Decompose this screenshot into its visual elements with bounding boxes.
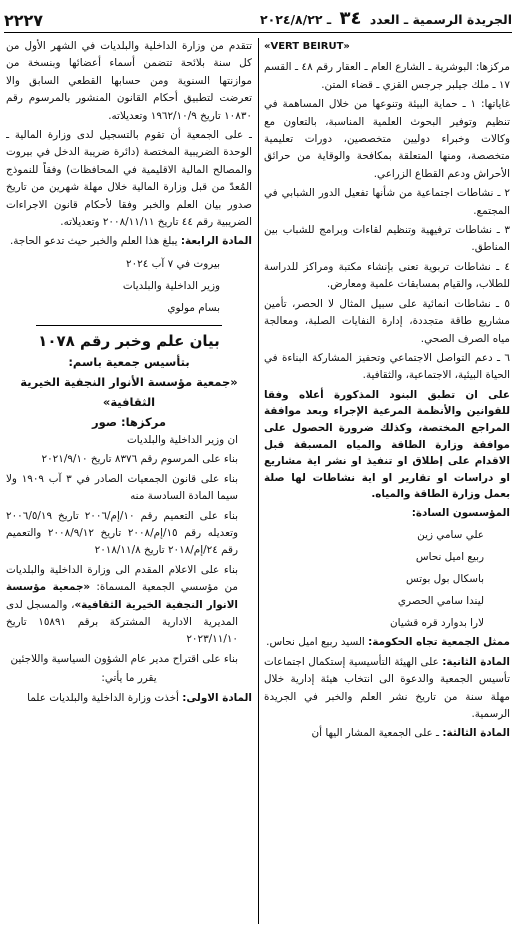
column-divider — [258, 38, 259, 924]
signature-date: بيروت في ٧ آب ٢٠٢٤ — [126, 257, 220, 270]
tax-registration-clause: ـ على الجمعية أن تقوم بالتسجيل لدى وزارة المالية ـ الوحدة الضريبية المختصة (دائرة ضريبة الدخل في بيروت والمصالح المالية الاقليمية في المحافظات) وفقاً للنموذج المُعدّ من قبل وزارة المالية خلال مهلة شهرين من تاريخ صدور بيان العلم والخبر وفقا لأحكام قانون الاجراءات الضريبية رقم ٤٤ تاريخ ٢٠٠٨/١١/١١ وتعديلاته. — [6, 129, 252, 229]
signature-block — [6, 253, 252, 319]
decision-line: يقرر ما يأتي: — [101, 672, 157, 685]
issue-date: ـ ٢٠٢٤/٨/٢٢ — [259, 12, 332, 27]
based-on-circulars: بناء على التعميم رقم ١٠/إم/٢٠٠٦ تاريخ ٢٠٠٦/٥/١٩ وتعديله رقم ١٥/إم/٢٠٠٨ تاريخ ٢٠٠٨/٩/١٢ والتعميم رقم ٢٤/إم/٢٠١٨ تاريخ ٢٠١٨/١١/٨ — [6, 509, 239, 557]
founders-label: المؤسسون السادة: — [411, 506, 510, 519]
notice-subtitle: بتأسيس جمعية باسم: — [68, 354, 190, 369]
article-1 — [6, 690, 252, 707]
founder-name: ربيع اميل نحاس — [415, 551, 484, 564]
page-number: ٢٢٢٧ — [4, 11, 44, 30]
notification-registration: ، والمسجل لدى المديرية الادارية المشتركة برقم ١٥٨٩١ تاريخ ٢٠٢٣/١١/١٠ — [6, 598, 238, 646]
association-hq: مركزها: البوشرية ـ الشارع العام ـ العقار رقم ٤٨ ـ القسم ١٧ ـ ملك جيلبر جرجس القزي ـ قضاء المتن. — [264, 61, 510, 91]
founders-list — [264, 524, 510, 634]
association-name: «جمعية مؤسسة الأنوار النجفية الخيرية الثقافية» — [20, 374, 238, 409]
article-4 — [6, 233, 252, 250]
goal-1: غاياتها: ١ ـ حماية البيئة وتنوعها من خلال المساهمة في تنظيم وتوفير البحوث العلمية المناسبة، بالتعاون مع وكالات وخبراء دوليين متخصصين، دورات تعليمية متخصصة، ومنها المتعلقة بمكافحة والوقاية من حرائق الأحراش ودعم القطاع الزراعي. — [264, 98, 510, 180]
notification-association-name: «جمعية مؤسسة الانوار النجفية الخيرية الثقافية» — [6, 581, 238, 611]
article-3-continued: تتقدم من وزارة الداخلية والبلديات في الشهر الأول من كل سنة بلائحة تتضمن أسماء أعضائها وبنسخة من موازنتها السنوية ومن حسابها القطعي السابق والا تعرضت لتطبيق أحكام القانون المنشور بالمرسوم رقم ١٠٨٣٠ تاريخ ١٩٦٢/١٠/٩ وتعديلاته. — [6, 40, 252, 122]
based-on-law: بناء على قانون الجمعيات الصادر في ٣ آب ١٩٠٩ ولا سيما المادة السادسة منه — [6, 472, 238, 503]
founder-name: ليندا سامي الحصري — [397, 595, 484, 608]
based-on-notification — [6, 562, 252, 649]
representative-name: السيد ربيع اميل نحاس. — [266, 636, 365, 649]
goal-4: ٤ ـ نشاطات تربوية تعنى بإنشاء مكتبة ومراكز للدراسة للطلاب، والقيام بمسابقات علمية ومعارض. — [264, 260, 510, 291]
left-column — [6, 38, 252, 926]
based-on-decree: بناء على المرسوم رقم ٨٣٧٦ تاريخ ٢٠٢١/٩/١٠ — [41, 453, 238, 466]
article-1-label: المادة الاولى: — [182, 691, 252, 704]
signature-name: بسام مولوي — [167, 301, 220, 314]
article-1-text: أخذت وزارة الداخلية والبلديات علما — [27, 691, 179, 704]
hq-value: صور — [92, 414, 117, 429]
article-4-text: يبلغ هذا العلم والخبر حيث تدعو الحاجة. — [9, 235, 178, 248]
article-3-text: ـ على الجمعية المشار اليها أن — [311, 727, 440, 740]
article-3-label: المادة الثالثة: — [442, 727, 510, 740]
representative-label: ممثل الجمعية تجاه الحكومة: — [368, 636, 510, 649]
signature-title: وزير الداخلية والبلديات — [122, 279, 220, 292]
gazette-title — [260, 8, 512, 32]
founder-name: باسكال بول بوتس — [405, 573, 484, 586]
issue-number: ٣٤ — [339, 8, 362, 29]
goal-2: ٢ ـ نشاطات اجتماعية من شأنها تفعيل الدور الشبابي في المجتمع. — [264, 187, 510, 217]
article-4-label: المادة الرابعة: — [180, 235, 252, 248]
energy-ministry-notice: على ان تطبق البنود المذكورة أعلاه وفقا للقوانين والأنظمة المرعية الإجراء وبعد موافقة المراجع المختصة، وكذلك ضرورة الحصول على موافقة وزارة الطاقة والمياه المسبقة قبل الاقدام على إطلاق او تنفيذ او نشر اية مشاريع او دراسات او تقارير او اية نشاطات لها صلة بعمل وزارة الطاقة والمياه. — [264, 388, 510, 501]
article-3 — [264, 725, 510, 742]
article-2 — [264, 654, 510, 724]
article-2-text: على الهيئة التأسيسية إستكمال اجتماعات تأسيس الجمعية والدعوة الى انتخاب هيئة إدارية خلال مهلة سنة من تاريخ نشر العلم والخبر في الجريدة الرسمية. — [264, 655, 510, 720]
right-column — [264, 38, 510, 926]
association-latin-name: «VERT BEIRUT» — [264, 41, 350, 52]
based-on-proposal: بناء على اقتراح مدير عام الشؤون السياسية واللاجئين — [10, 652, 238, 665]
notice-title: بيان علم وخبر رقم ١٠٧٨ — [38, 331, 220, 350]
article-2-label: المادة الثانية: — [442, 655, 510, 668]
page-header — [4, 6, 512, 33]
founder-name: لارا بدوارد قره قشيان — [390, 617, 484, 630]
goal-6: ٦ ـ دعم التواصل الاجتماعي وتحفيز المشاركة البناءة في الحياة البيئية، الاجتماعية، والثقافية. — [264, 351, 510, 382]
goal-5: ٥ ـ نشاطات انمائية على سبيل المثال لا الحصر، تأمين مشاريع طاقة متجددة، إدارة النفايات الصلبة، ومعالجة مياه الصرف الصحي. — [264, 297, 510, 345]
minister-line: ان وزير الداخلية والبلديات — [127, 433, 238, 446]
section-divider — [36, 325, 222, 326]
hq-label: مركزها: — [120, 414, 166, 429]
government-representative — [264, 634, 510, 651]
notification-text: بناء على الاعلام المقدم الى وزارة الداخلية والبلديات من مؤسسي الجمعية المسماة: — [6, 563, 238, 594]
gazette-title-prefix: الجريدة الرسمية ـ العدد — [369, 12, 512, 27]
founder-name: علي سامي زين — [417, 529, 484, 542]
goal-3: ٣ ـ نشاطات ترفيهية وتنظيم لقاءات وبرامج للشباب بين المناطق. — [264, 224, 510, 254]
association-hq-line — [6, 412, 252, 432]
